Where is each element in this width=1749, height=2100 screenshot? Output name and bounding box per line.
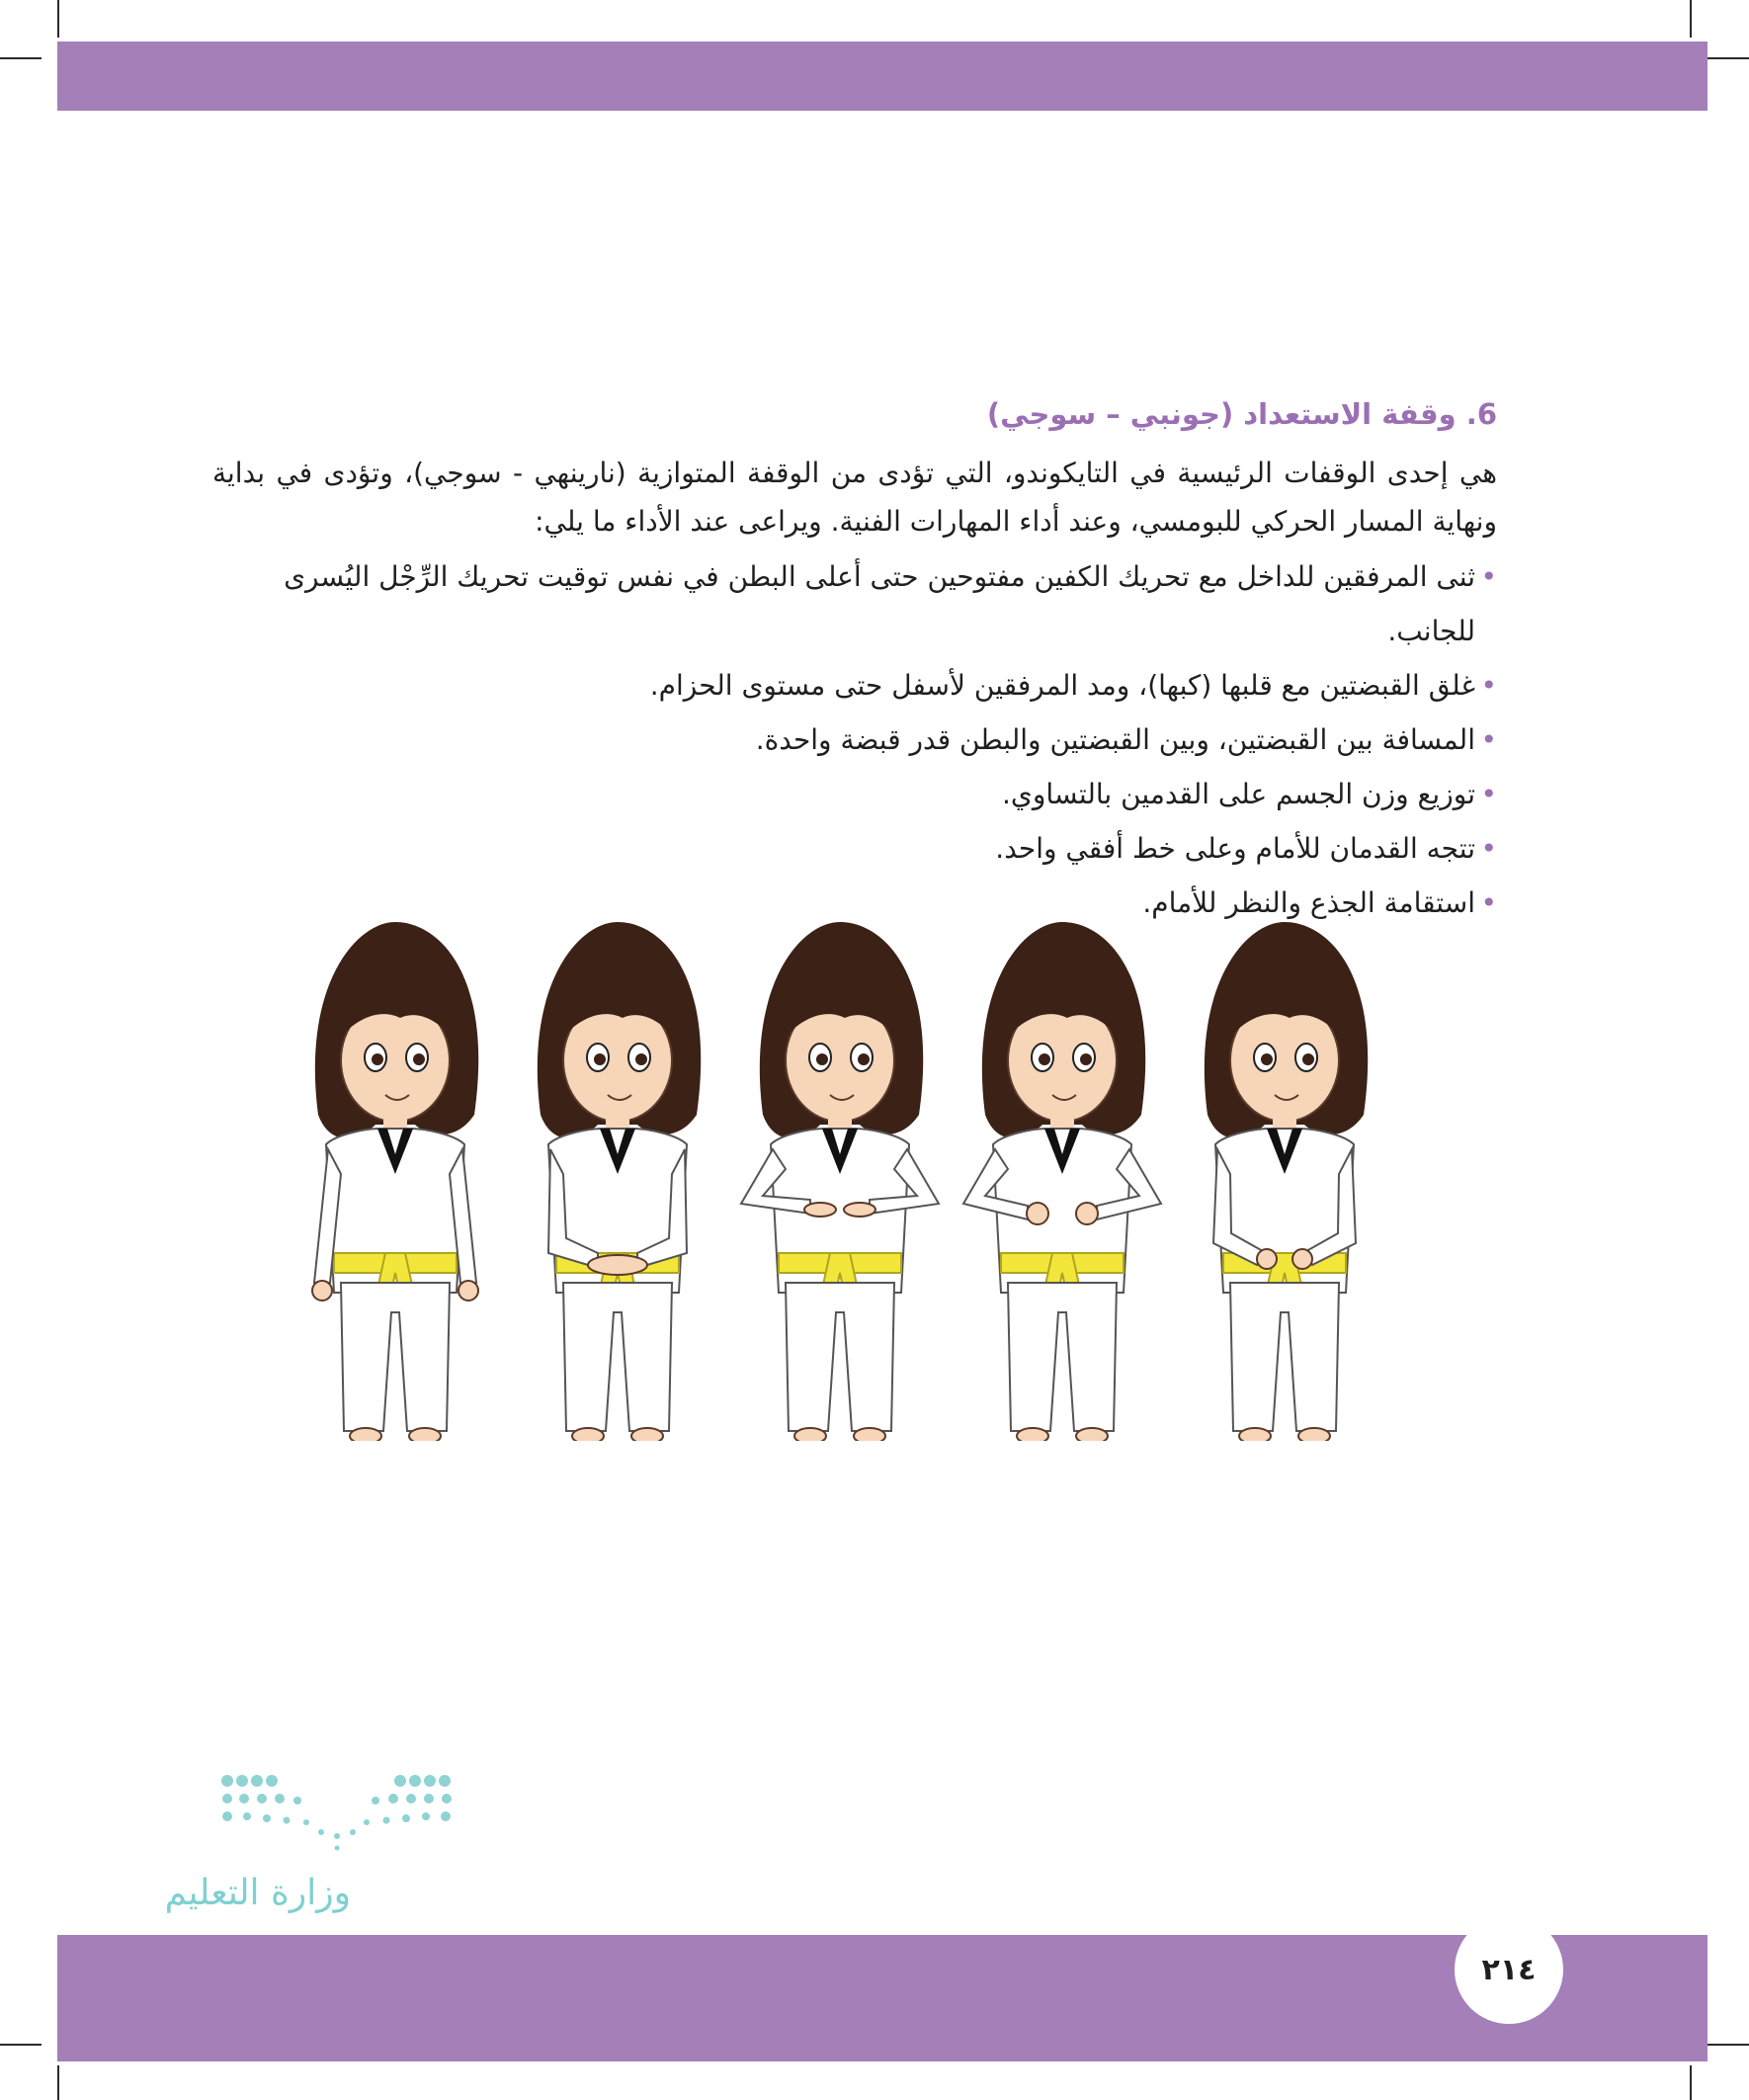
crop-mark	[1707, 57, 1749, 59]
figure-1	[312, 922, 478, 1441]
list-item	[212, 549, 1497, 658]
crop-mark	[1690, 2065, 1692, 2100]
figure-2	[538, 922, 701, 1441]
ministry-logo-icon	[94, 1769, 469, 1957]
figure-4	[963, 922, 1161, 1441]
ministry-logo-text: وزارة التعليم	[164, 1873, 351, 1913]
taekwondo-figures-illustration	[296, 907, 1423, 1441]
list-item-text: تتجه القدمان للأمام وعلى خط أفقي واحد.	[995, 832, 1475, 865]
bullet-list	[212, 549, 1497, 930]
bullet-dot: •	[1480, 832, 1497, 865]
figure-5	[1205, 922, 1368, 1441]
crop-mark	[0, 57, 42, 59]
list-item	[212, 821, 1497, 876]
crop-mark	[57, 0, 59, 38]
bullet-dot: •	[1480, 560, 1497, 593]
list-item	[212, 713, 1497, 767]
intro-paragraph: هي إحدى الوقفات الرئيسية في التايكوندو، التي تؤدى من الوقفة المتوازية (نارينهي - سوجي)، وتؤدى في بداية ونهاية المسار الحركي للبومسي، وعند أداء المهارات الفنية. ويراعى عند الأداء ما يلي:	[212, 457, 1497, 538]
crop-mark	[1690, 0, 1692, 38]
page-number: ٢١٤	[1455, 1915, 1563, 2024]
header-band	[57, 42, 1707, 111]
crop-mark	[0, 2044, 42, 2046]
list-item-text: استقامة الجذع والنظر للأمام.	[1142, 886, 1475, 919]
bullet-dot: •	[1480, 778, 1497, 810]
content-area	[212, 393, 1497, 930]
bullet-dot: •	[1480, 886, 1497, 919]
list-item-text: توزيع وزن الجسم على القدمين بالتساوي.	[1002, 778, 1475, 810]
section-heading: 6. وقفة الاستعداد (جونبي – سوجي)	[986, 397, 1497, 431]
crop-mark	[1707, 2044, 1749, 2046]
list-item-text: المسافة بين القبضتين، وبين القبضتين والبطن قدر قبضة واحدة.	[755, 723, 1475, 756]
list-item	[212, 658, 1497, 713]
list-item-text: غلق القبضتين مع قلبها (كبها)، ومد المرفقين لأسفل حتى مستوى الحزام.	[649, 669, 1475, 702]
list-item-text: ثنى المرفقين للداخل مع تحريك الكفين مفتوحين حتى أعلى البطن في نفس توقيت تحريك الرِّجْل اليُسرى للجانب.	[284, 560, 1475, 647]
bullet-dot: •	[1480, 669, 1497, 702]
bullet-dot: •	[1480, 723, 1497, 756]
figure-3	[741, 922, 939, 1441]
crop-mark	[57, 2065, 59, 2100]
list-item	[212, 767, 1497, 821]
